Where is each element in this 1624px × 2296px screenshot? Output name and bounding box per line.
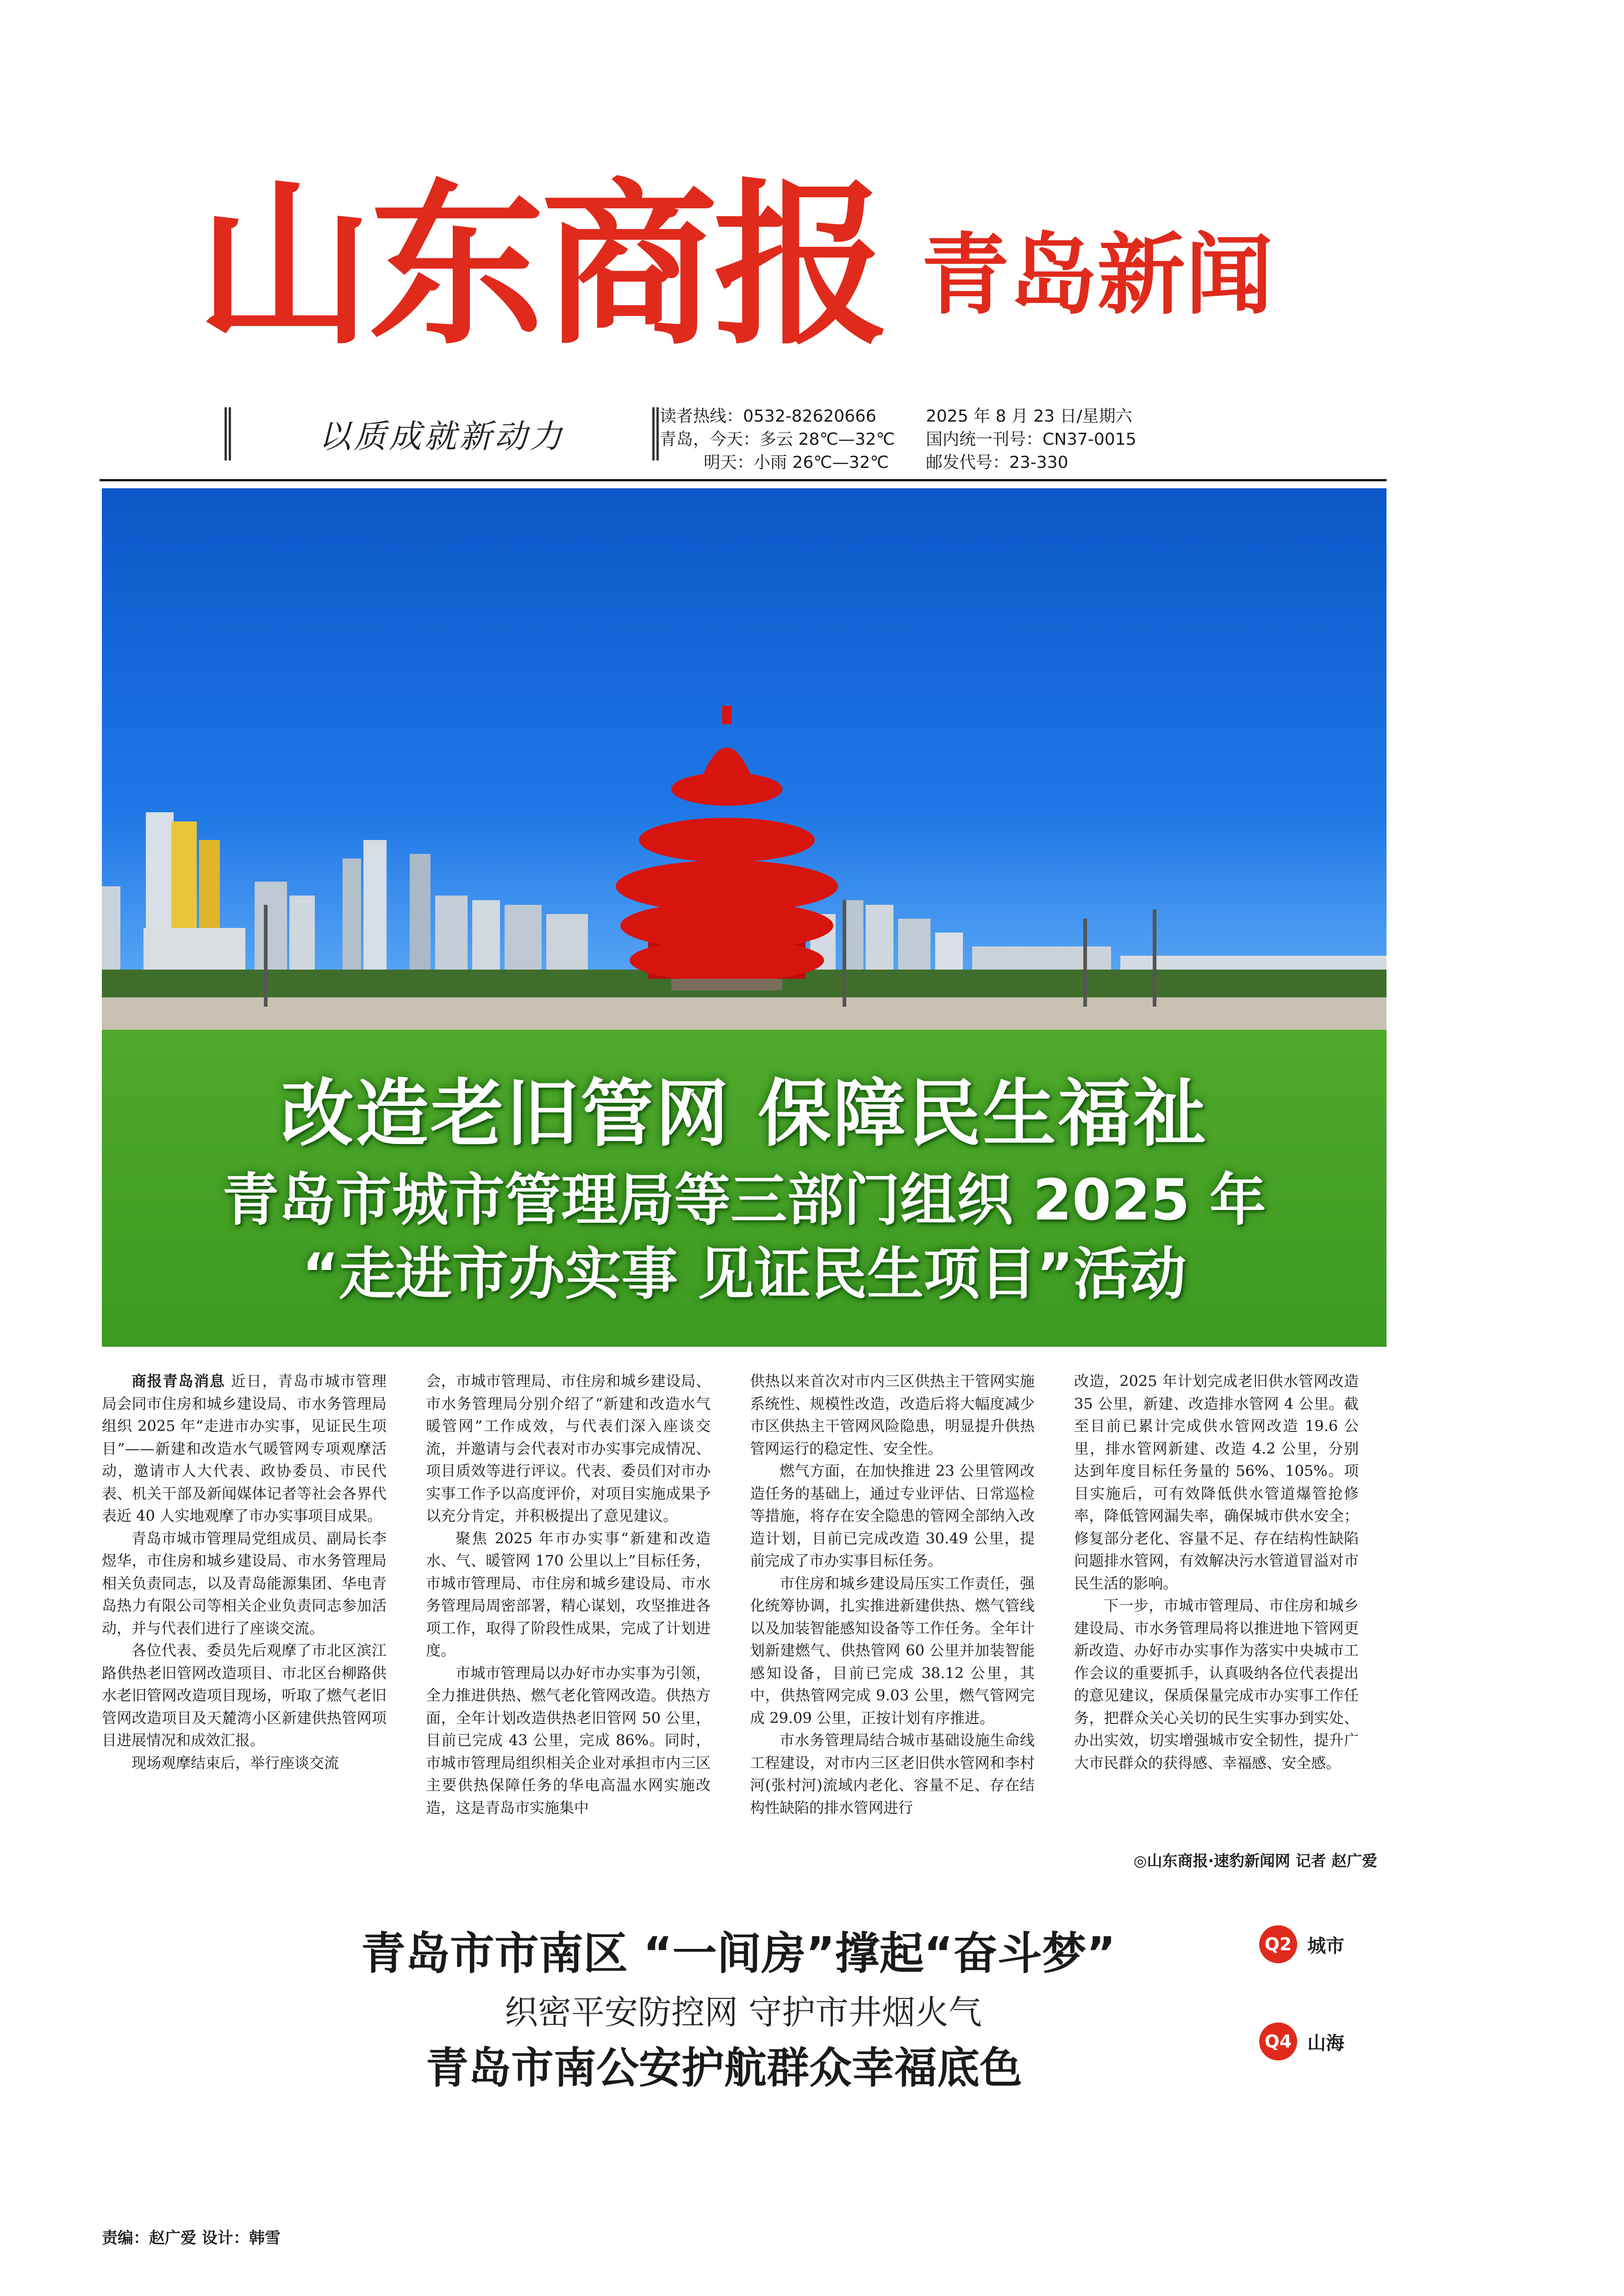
teaser-headline-2[interactable]: 青岛市南公安护航群众幸福底色 (426, 2043, 1023, 2093)
masthead-info-right (926, 405, 1136, 474)
article-paragraph: 市城市管理局以办好市办实事为引领，全力推进供热、燃气老化管网改造。供热方面，全年计划改造供热老旧管网 50 公里，目前已完成 43 公里，完成 86%。同时，市城市管理局组织相关企业对承担市内三区主要供热保障任务的华电高温水网实施改造，这是青岛市实施集中 (426, 1664, 711, 1817)
issn-number: 国内统一刊号：CN37-0015 (926, 430, 1137, 449)
article-paragraph: 供热以来首次对市内三区供热主干管网实施系统性、规模性改造，改造后将大幅度减少市区供热主干管网风险隐患，明显提升供热管网运行的稳定性、安全性。 (750, 1372, 1035, 1457)
masthead-info-left (660, 405, 895, 474)
article-paragraph: 商报青岛消息 近日，青岛市城市管理局会同市住房和城乡建设局、市水务管理局组织 2025 年“走进市办实事，见证民生项目”——新建和改造水气暖管网专项观摩活动，邀请市人大代表、政协委员、市民代表、机关干部及新闻媒体记者等社会各界代表近 40 人实地观摩了市办实事项目成果。 (102, 1372, 387, 1524)
postal-code: 邮发代号：23-330 (926, 453, 1068, 472)
masthead-title: 山东商报 (197, 163, 886, 368)
page-number-badge: Q4 (1259, 2022, 1297, 2060)
article-paragraph: 燃气方面，在加快推进 23 公里管网改造任务的基础上，通过专业评估、日常巡检等措施，将存在安全隐患的管网全部纳入改造计划，目前已完成改造 30.49 公里，提前完成了市办实事目标任务。 (750, 1462, 1035, 1569)
masthead-rule (100, 479, 1387, 481)
weather-tomorrow: 明天：小雨 26℃—32℃ (704, 453, 889, 472)
article-paragraph: 改造，2025 年计划完成老旧供水管网改造 35 公里，新建、改造排水管网 4 公里。截至目前已累计完成供水管网改造 19.6 公里，排水管网新建、改造 4.2 公里，分别达到年度目标任务量的 56%、105%。项目实施后，可有效降低供水管道爆管抢修率，降低管网漏失率，确保城市供水安全；修复部分老化、容量不足、存在结构性缺陷问题排水管网，有效解决污水管道冒溢对市民生活的影响。 (1074, 1372, 1359, 1592)
section-title: 青岛新闻 (921, 224, 1274, 326)
article-paragraph: 会，市城市管理局、市住房和城乡建设局、市水务管理局分别介绍了“新建和改造水气暖管网”工作成效，与代表们深入座谈交流，并邀请与会代表对市办实事完成情况、项目质效等进行评议。代表、委员们对市办实事工作予以高度评价，对项目实施成果予以充分肯定，并积极提出了意见建议。 (426, 1372, 711, 1524)
article-paragraph: 青岛市城市管理局党组成员、副局长李煜华，市住房和城乡建设局、市水务管理局相关负责同志，以及青岛能源集团、华电青岛热力有限公司等相关企业负责同志参加活动，并与代表们进行了座谈交流。 (102, 1529, 387, 1637)
editor-credit: 责编：赵广爱 设计：韩雪 (102, 2229, 281, 2247)
weather-today: 青岛，今天：多云 28℃—32℃ (660, 430, 895, 449)
article-paragraph: 下一步，市城市管理局、市住房和城乡建设局、市水务管理局将以推进地下管网更新改造、办好市办实事作为落实中央城市工作会议的重要抓手，认真吸纳各位代表提出的意见建议，保质保量完成市办实事工作任务，把群众关心关切的民生实事办到实处、办出实效，切实增强城市安全韧性，提升广大市民群众的获得感、幸福感、安全感。 (1074, 1597, 1359, 1772)
article-paragraph: 各位代表、委员先后观摩了市北区滨江路供热老旧管网改造项目、市北区台柳路供水老旧管网改造项目现场，听取了燃气老旧管网改造项目及天麓湾小区新建供热管网项目进展情况和成效汇报。 (102, 1642, 387, 1749)
article-column-2 (426, 1370, 711, 1884)
slogan: 以质成就新动力 (225, 407, 659, 460)
article-column-3 (750, 1370, 1035, 1884)
article-paragraph: 市住房和城乡建设局压实工作责任，强化统筹协调，扎实推进新建供热、燃气管线以及加装智能感知设备等工作任务。全年计划新建燃气、供热管网 60 公里并加装智能感知设备，目前已完成 38.12 公里，其中，供热管网完成 9.03 公里，燃气管网完成 29.09 公里，正按计划有序推进。 (750, 1574, 1035, 1727)
issue-date: 2025 年 8 月 23 日/星期六 (926, 407, 1132, 426)
reader-hotline: 读者热线：0532-82620666 (660, 407, 876, 426)
page-section-label: 城市 (1307, 1935, 1344, 1957)
reporter-credit: ◎山东商报·速豹新闻网 记者 赵广爱 (1133, 1852, 1377, 1870)
hero-photo (102, 488, 1387, 1347)
headline-sub-line-1: 青岛市城市管理局等三部门组织 2025 年 (222, 1167, 1266, 1233)
page-reference-q4[interactable] (1259, 2022, 1344, 2060)
page-reference-q2[interactable] (1259, 1925, 1344, 1963)
article-column-1 (102, 1370, 387, 1884)
page-number-badge: Q2 (1259, 1925, 1297, 1963)
article-paragraph: 现场观摩结束后，举行座谈交流 (131, 1754, 339, 1772)
headline-main: 改造老旧管网 保障民生福祉 (280, 1071, 1208, 1157)
teaser-subtitle-2[interactable]: 织密平安防控网 守护市井烟火气 (505, 1993, 982, 2032)
lead-tag: 商报青岛消息 (131, 1372, 225, 1390)
page-section-label: 山海 (1307, 2032, 1344, 2054)
headline-sub-line-2: “走进市办实事 见证民生项目”活动 (302, 1241, 1187, 1307)
teaser-headline-1[interactable]: 青岛市市南区 “一间房”撑起“奋斗梦” (361, 1928, 1116, 1979)
article-paragraph: 市水务管理局结合城市基础设施生命线工程建设，对市内三区老旧供水管网和李村河(张村河)流域内老化、容量不足、存在结构性缺陷的排水管网进行 (750, 1731, 1035, 1817)
article-paragraph: 聚焦 2025 年市办实事“新建和改造水、气、暖管网 170 公里以上”目标任务，市城市管理局、市住房和城乡建设局、市水务管理局周密部署，精心谋划，攻坚推进各项工作，取得了阶段性成果，完成了计划进度。 (426, 1529, 711, 1659)
article-column-4 (1074, 1370, 1359, 1847)
